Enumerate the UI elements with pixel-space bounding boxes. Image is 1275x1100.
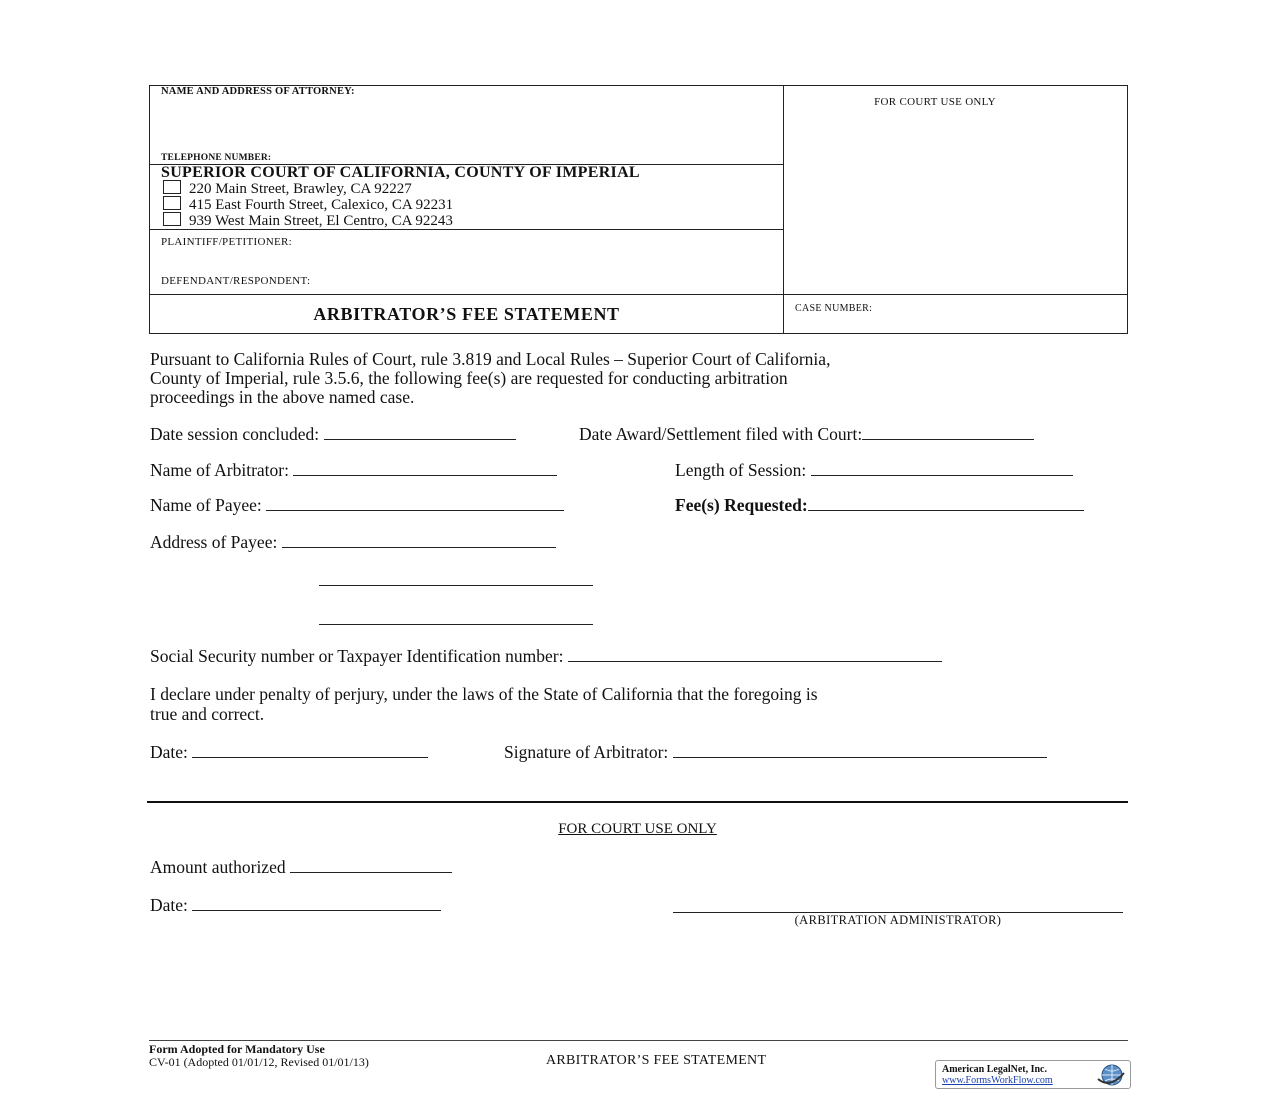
location-checkbox[interactable] bbox=[163, 212, 181, 226]
location-label: 220 Main Street, Brawley, CA 92227 bbox=[189, 181, 412, 197]
court-name: SUPERIOR COURT OF CALIFORNIA, COUNTY OF IMPERIAL bbox=[161, 164, 640, 181]
arbitrator-name-blank[interactable] bbox=[293, 462, 557, 476]
attorney-label: NAME AND ADDRESS OF ATTORNEY: bbox=[161, 86, 355, 97]
date-award-label: Date Award/Settlement filed with Court: bbox=[579, 424, 863, 444]
intro-line: proceedings in the above named case. bbox=[150, 387, 415, 407]
arbitrator-signature-label: Signature of Arbitrator: bbox=[504, 742, 669, 762]
declaration-line: true and correct. bbox=[150, 704, 265, 724]
vendor-name: American LegalNet, Inc. bbox=[942, 1064, 1047, 1075]
payee-address-blank[interactable] bbox=[282, 534, 556, 548]
declaration-line: I declare under penalty of perjury, under the laws of the State of California that the foregoing is bbox=[150, 684, 818, 704]
payee-address-label: Address of Payee: bbox=[150, 532, 278, 552]
session-length-label: Length of Session: bbox=[675, 460, 807, 480]
court-date-blank[interactable] bbox=[192, 897, 441, 911]
payee-name-label: Name of Payee: bbox=[150, 495, 262, 515]
session-length-blank[interactable] bbox=[811, 462, 1073, 476]
ssn-tin-field bbox=[150, 647, 942, 666]
vendor-badge[interactable] bbox=[935, 1060, 1131, 1089]
date-award-blank[interactable] bbox=[862, 426, 1034, 440]
arbitrator-signature-blank[interactable] bbox=[673, 744, 1047, 758]
location-label: 939 West Main Street, El Centro, CA 92243 bbox=[189, 213, 453, 229]
arbitrator-name-label: Name of Arbitrator: bbox=[150, 460, 289, 480]
location-option-el-centro[interactable] bbox=[163, 212, 453, 230]
signature-date-label: Date: bbox=[150, 742, 188, 762]
court-use-label: FOR COURT USE ONLY bbox=[874, 96, 996, 108]
caption-divider bbox=[783, 86, 784, 333]
arbitrator-name-field bbox=[150, 461, 557, 480]
court-date-label: Date: bbox=[150, 895, 188, 915]
date-session-field bbox=[150, 425, 516, 444]
caption-rule bbox=[150, 294, 1127, 295]
fees-requested-field bbox=[675, 496, 1084, 515]
location-checkbox[interactable] bbox=[163, 180, 181, 194]
court-use-heading: FOR COURT USE ONLY bbox=[558, 821, 717, 837]
intro-line: Pursuant to California Rules of Court, rule 3.819 and Local Rules – Superior Court of California, bbox=[150, 349, 831, 369]
administrator-signature-blank[interactable] bbox=[673, 897, 1123, 913]
fees-requested-label: Fee(s) Requested: bbox=[675, 495, 808, 515]
amount-authorized-label: Amount authorized bbox=[150, 857, 286, 877]
arbitrator-signature-field bbox=[504, 743, 1047, 762]
signature-date-field bbox=[150, 743, 428, 762]
court-date-field bbox=[150, 896, 441, 915]
payee-address-blank-line2[interactable] bbox=[319, 571, 593, 586]
ssn-tin-blank[interactable] bbox=[568, 648, 942, 662]
defendant-label: DEFENDANT/RESPONDENT: bbox=[161, 275, 311, 287]
footer-rule bbox=[149, 1040, 1128, 1041]
payee-address-field bbox=[150, 533, 556, 552]
ssn-tin-label: Social Security number or Taxpayer Identification number: bbox=[150, 646, 564, 666]
case-number-label: CASE NUMBER: bbox=[795, 303, 873, 314]
payee-name-field bbox=[150, 496, 564, 515]
date-session-label: Date session concluded: bbox=[150, 424, 320, 444]
signature-date-blank[interactable] bbox=[192, 744, 428, 758]
section-divider bbox=[147, 801, 1128, 803]
amount-authorized-blank[interactable] bbox=[290, 859, 452, 873]
amount-authorized-field bbox=[150, 858, 452, 877]
footer-adopted: Form Adopted for Mandatory Use bbox=[149, 1042, 325, 1056]
location-label: 415 East Fourth Street, Calexico, CA 92231 bbox=[189, 197, 454, 213]
session-length-field bbox=[675, 461, 1073, 480]
location-checkbox[interactable] bbox=[163, 196, 181, 210]
date-session-blank[interactable] bbox=[324, 426, 516, 440]
form-title: ARBITRATOR’S FEE STATEMENT bbox=[313, 304, 620, 324]
payee-name-blank[interactable] bbox=[266, 497, 564, 511]
telephone-label: TELEPHONE NUMBER: bbox=[161, 153, 272, 163]
intro-line: County of Imperial, rule 3.5.6, the following fee(s) are requested for conducting arbitration bbox=[150, 368, 788, 388]
plaintiff-label: PLAINTIFF/PETITIONER: bbox=[161, 236, 292, 248]
footer-title: ARBITRATOR’S FEE STATEMENT bbox=[546, 1053, 767, 1068]
payee-address-blank-line3[interactable] bbox=[319, 610, 593, 625]
footer-form-id: CV-01 (Adopted 01/01/12, Revised 01/01/13) bbox=[149, 1055, 369, 1069]
date-award-field bbox=[579, 425, 1034, 444]
fees-requested-blank[interactable] bbox=[808, 497, 1084, 511]
vendor-website-link[interactable]: www.FormsWorkFlow.com bbox=[942, 1075, 1053, 1086]
globe-icon bbox=[1096, 1063, 1126, 1087]
administrator-caption: (ARBITRATION ADMINISTRATOR) bbox=[794, 913, 1002, 927]
